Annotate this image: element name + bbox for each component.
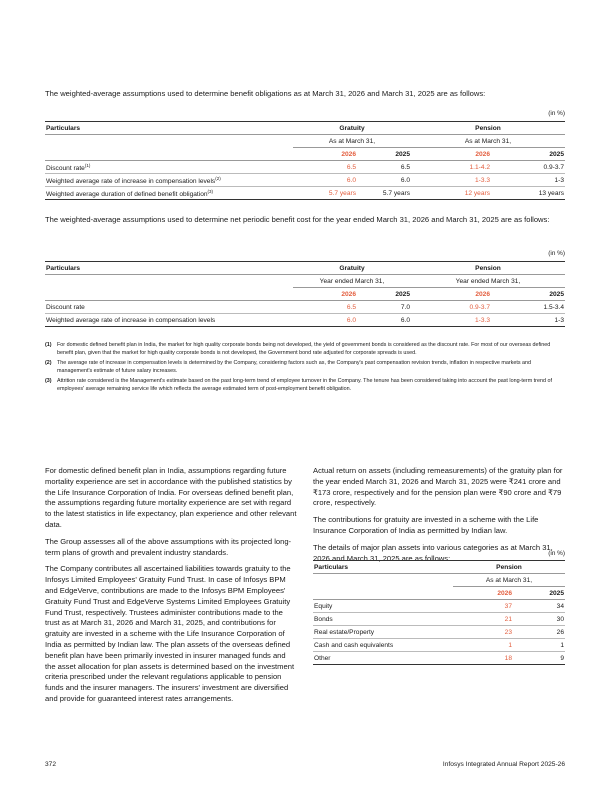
year-header: 2026 — [411, 148, 491, 161]
left-column — [45, 466, 297, 711]
subheader-gratuity: As at March 31, — [293, 135, 411, 148]
cell-value: 13 years — [491, 187, 565, 200]
footnote-text: For domestic defined benefit plan in India, the market for high quality corporate bonds being not developed, the yield of government bonds is considered as the discount rate. For most of our overseas defined benefit plan, given that the market for high quality corporate bonds is not developed, the Government bond rate adjusted for corporate spreads is used. — [57, 342, 551, 356]
footnote — [45, 342, 565, 357]
row-label: Weighted average rate of increase in compensation levels — [46, 177, 216, 185]
footnote-key: (3) — [45, 378, 52, 385]
page-number: 372 — [45, 761, 57, 768]
cell-value: 12 years — [411, 187, 491, 200]
paragraph: The contributions for gratuity are invested in a scheme with the Life Insurance Corporation of India as permitted by Indian law. — [313, 515, 539, 535]
table-row — [45, 187, 565, 200]
cell-value: 26 — [513, 626, 565, 639]
cell-value: 1-3 — [491, 314, 565, 327]
paragraph: The Group assesses all of the above assumptions with its projected long-term plans of growth and prevalent industry standards. — [45, 536, 292, 557]
cell-value: 6.0 — [357, 314, 411, 327]
footnote-key: (2) — [45, 360, 52, 367]
table-row — [313, 639, 565, 652]
year-header: 2025 — [357, 288, 411, 301]
table-row — [45, 161, 565, 174]
footnotes — [45, 342, 565, 397]
year-header: 2026 — [411, 288, 491, 301]
row-label: Other — [313, 652, 453, 665]
unit-label: (in %) — [548, 550, 565, 557]
footnote-ref: (1) — [84, 162, 91, 168]
footnote-ref: (3) — [207, 188, 214, 194]
cell-value: 1.5-3.4 — [491, 301, 565, 314]
paragraph: Actual return on assets (including remeasurements) of the gratuity plan for the year ended March 31, 2026 and March 31, 2025 were ₹241 crore and ₹173 crore, respectively and for the pension plan were ₹90 crore and ₹79 crore, respectively. — [313, 466, 563, 508]
cell-value: 6.5 — [293, 301, 357, 314]
paragraph: The Company contributes all ascertained liabilities towards gratuity to the Infosys Limited Employees' Gratuity Fund Trust. In case of Infosys BPM and EdgeVerve, contributions are made to the Infosys BPM Employees' Gratuity Fund Trust and EdgeVerve Systems Limited Employees Gratuity Fund Trust, respectively. Trustees administer contributions made to the trust as at March 31, 2026 and March 31, 2025, and contributions for gratuity are invested in a scheme with the Life Insurance Corporation of India as permitted by Indian law. The plan assets of the overseas defined benefit plan have been primarily invested in insurer managed funds and the asset allocation for plan assets is determined based on the investment criteria prescribed under the relevant regulations applicable to pension funds and the insurer managers. The insurers' investment are diversified and provide for guaranteed interest rates arrangements. — [45, 564, 295, 703]
cell-value: 21 — [453, 613, 513, 626]
footnote — [45, 378, 565, 393]
net-periodic-cost-assumptions-table — [45, 261, 565, 327]
row-label: Equity — [313, 600, 453, 613]
header-gratuity: Gratuity — [293, 122, 411, 135]
year-header: 2026 — [293, 148, 357, 161]
cell-value: 6.5 — [293, 161, 357, 174]
cell-value: 5.7 years — [357, 187, 411, 200]
plan-assets-table — [313, 560, 565, 665]
table-row — [313, 652, 565, 665]
year-header: 2025 — [491, 288, 565, 301]
cell-value: 23 — [453, 626, 513, 639]
header-pension: Pension — [453, 561, 565, 574]
year-header: 2025 — [491, 148, 565, 161]
intro-benefit-obligations: The weighted-average assumptions used to determine benefit obligations as at March 31, 2026 and March 31, 2025 are as follows: — [45, 89, 486, 98]
header-gratuity: Gratuity — [293, 262, 411, 275]
year-header: 2026 — [293, 288, 357, 301]
cell-value: 5.7 years — [293, 187, 357, 200]
footnote-key: (1) — [45, 342, 52, 348]
table-row — [45, 174, 565, 187]
cell-value: 1.1-4.2 — [411, 161, 491, 174]
table-row — [45, 314, 565, 327]
subheader-pension: As at March 31, — [411, 135, 565, 148]
cell-value: 1-3.3 — [411, 314, 491, 327]
cell-value: 0.9-3.7 — [411, 301, 491, 314]
subheader-pension: As at March 31, — [453, 574, 565, 587]
table-row — [45, 301, 565, 314]
table-row — [313, 600, 565, 613]
row-label: Real estate/Property — [313, 626, 453, 639]
paragraph: For domestic defined benefit plan in India, assumptions regarding future mortality experience are set in accordance with the published statistics by the Life Insurance Corporation of India. For overseas defined benefit plan, the assumptions regarding future mortality experience are set with regard to the latest statistics in life expectancy, plan experience and other relevant data. — [45, 466, 297, 529]
footnote-text: The average rate of increase in compensation levels is determined by the Company, considering factors such as, the Company's past compensation revision trends, inflation in respective markets and management's estimate of future salary increases. — [57, 360, 532, 374]
row-label: Discount rate — [46, 164, 85, 172]
intro-net-periodic-cost: The weighted-average assumptions used to determine net periodic benefit cost for the year ended March 31, 2026 and March 31, 2025 are as follows: — [45, 215, 550, 224]
subheader-pension: Year ended March 31, — [411, 275, 565, 288]
header-pension: Pension — [411, 122, 565, 135]
benefit-obligation-assumptions-table — [45, 121, 565, 200]
cell-value: 9 — [513, 652, 565, 665]
cell-value: 37 — [453, 600, 513, 613]
cell-value: 7.0 — [357, 301, 411, 314]
header-particulars: Particulars — [45, 122, 293, 135]
header-particulars: Particulars — [45, 262, 293, 275]
year-header: 2025 — [357, 148, 411, 161]
cell-value: 6.5 — [357, 161, 411, 174]
header-particulars: Particulars — [313, 561, 453, 574]
row-label: Cash and cash equivalents — [313, 639, 453, 652]
year-header: 2026 — [453, 587, 513, 600]
footnote — [45, 360, 565, 375]
header-pension: Pension — [411, 262, 565, 275]
row-label: Bonds — [313, 613, 453, 626]
table-row — [313, 613, 565, 626]
cell-value: 0.9-3.7 — [491, 161, 565, 174]
cell-value: 1 — [513, 639, 565, 652]
cell-value: 18 — [453, 652, 513, 665]
unit-label: (in %) — [548, 110, 565, 117]
cell-value: 1-3 — [491, 174, 565, 187]
footnote-ref: (2) — [215, 175, 221, 181]
row-label: Weighted average rate of increase in compensation levels — [45, 314, 293, 327]
row-label: Weighted average duration of defined benefit obligation — [46, 190, 208, 198]
table-row — [313, 626, 565, 639]
cell-value: 6.0 — [293, 174, 357, 187]
subheader-gratuity: Year ended March 31, — [293, 275, 411, 288]
report-title: Infosys Integrated Annual Report 2025-26 — [442, 761, 565, 768]
right-column — [313, 466, 565, 570]
cell-value: 30 — [513, 613, 565, 626]
cell-value: 1 — [453, 639, 513, 652]
footnote-text: Attrition rate considered is the Management's estimate based on the past long-term trend of employee turnover in the Company. The tenure has been considered taking into account the past long-term trend of employees' average remaining service life which reflects the average estimated term of post-employment benefit obligation. — [57, 378, 552, 392]
cell-value: 34 — [513, 600, 565, 613]
year-header: 2025 — [513, 587, 565, 600]
unit-label: (in %) — [548, 250, 565, 257]
cell-value: 1-3.3 — [411, 174, 491, 187]
row-label: Discount rate — [45, 301, 293, 314]
paragraph: The details of major plan assets into various categories as at March 31, 2026 and March 31, 2025 are as follows: — [313, 542, 553, 563]
cell-value: 6.0 — [293, 314, 357, 327]
cell-value: 6.0 — [357, 174, 411, 187]
